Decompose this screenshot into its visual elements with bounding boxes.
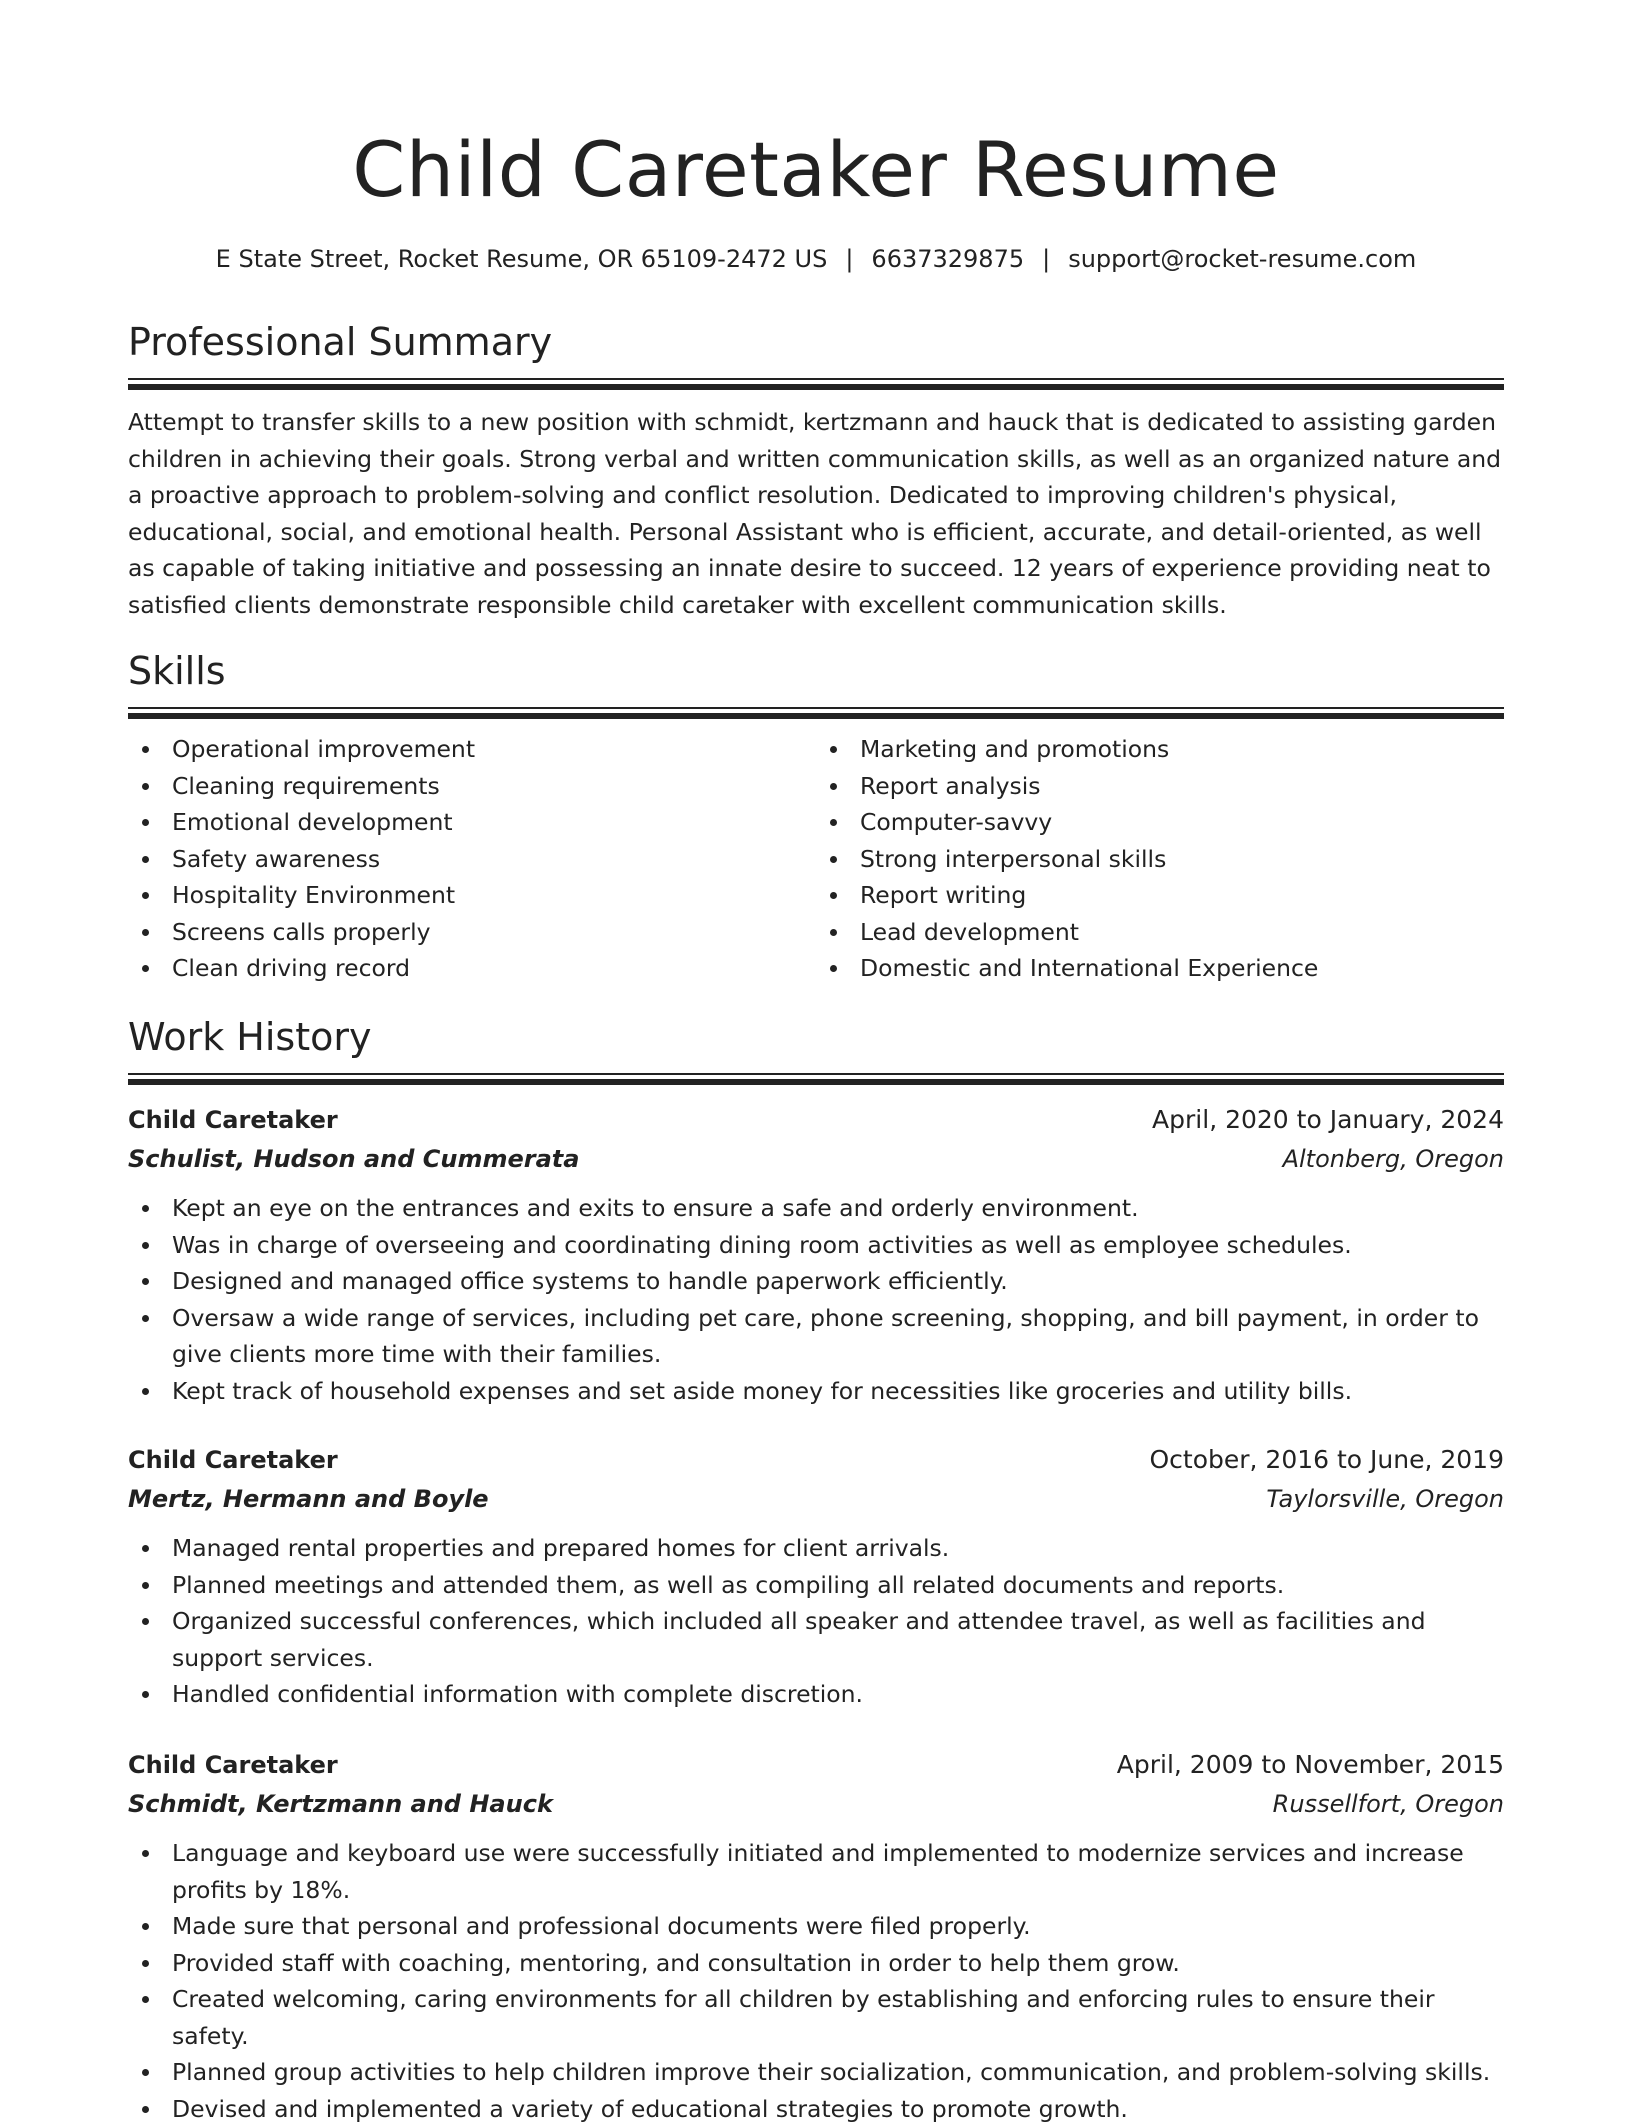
contact-address: E State Street, Rocket Resume, OR 65109-2472 US — [216, 245, 828, 273]
section-heading-work-history: Work History — [128, 1011, 1504, 1063]
job-title: Child Caretaker — [128, 1440, 338, 1480]
skills-grid — [128, 731, 1504, 987]
skill-item: Strong interpersonal skills — [816, 841, 1504, 878]
job-duty-item: Planned group activities to help children improve their socialization, communication, and problem-solving skills. — [128, 2054, 1504, 2091]
section-divider — [128, 707, 1504, 719]
job-title: Child Caretaker — [128, 1745, 338, 1785]
skill-item: Emotional development — [128, 804, 816, 841]
skill-item: Domestic and International Experience — [816, 950, 1504, 987]
job-dates: October, 2016 to June, 2019 — [1149, 1440, 1504, 1480]
contact-email: support@rocket-resume.com — [1068, 245, 1416, 273]
job-subheader — [128, 1140, 1504, 1178]
job-duty-item: Oversaw a wide range of services, including pet care, phone screening, shopping, and bill payment, in order to give clients more time with their families. — [128, 1300, 1504, 1373]
skill-item: Operational improvement — [128, 731, 816, 768]
summary-text: Attempt to transfer skills to a new position with schmidt, kertzmann and hauck that is dedicated to assisting garden children in achieving their goals. Strong verbal and written communication skills, as well as an organized nature and a proactive approach to problem-solving and conflict resolution. Dedicated to improving children's physical, educational, social, and emotional health. Personal Assistant who is efficient, accurate, and detail-oriented, as well as capable of taking initiative and possessing an innate desire to succeed. 12 years of experience providing neat to satisfied clients demonstrate responsible child caretaker with excellent communication skills. — [128, 404, 1504, 623]
job-header — [128, 1100, 1504, 1140]
work-history-section — [128, 1011, 1504, 1085]
job-duty-item: Managed rental properties and prepared homes for client arrivals. — [128, 1530, 1504, 1567]
contact-line — [128, 242, 1504, 276]
job-company: Schulist, Hudson and Cummerata — [128, 1140, 579, 1178]
job-company: Schmidt, Kertzmann and Hauck — [128, 1785, 553, 1823]
contact-separator: | — [845, 242, 853, 276]
skill-item: Lead development — [816, 914, 1504, 951]
job-entry — [128, 1440, 1504, 1713]
skill-item: Report writing — [816, 877, 1504, 914]
job-duty-item: Handled confidential information with complete discretion. — [128, 1676, 1504, 1713]
job-duty-item: Language and keyboard use were successfully initiated and implemented to modernize services and increase profits by 18%. — [128, 1835, 1504, 1908]
job-entry — [128, 1100, 1504, 1409]
job-dates: April, 2009 to November, 2015 — [1117, 1745, 1504, 1785]
skills-section — [128, 645, 1504, 987]
job-location: Taylorsville, Oregon — [1266, 1480, 1504, 1518]
job-duty-item: Provided staff with coaching, mentoring, and consultation in order to help them grow. — [128, 1945, 1504, 1982]
skill-item: Safety awareness — [128, 841, 816, 878]
job-subheader — [128, 1480, 1504, 1518]
skill-item: Screens calls properly — [128, 914, 816, 951]
section-divider — [128, 1073, 1504, 1085]
job-duty-item: Created welcoming, caring environments for all children by establishing and enforcing rules to ensure their safety. — [128, 1981, 1504, 2054]
job-duty-item: Designed and managed office systems to handle paperwork efficiently. — [128, 1263, 1504, 1300]
section-divider — [128, 378, 1504, 390]
job-duty-item: Devised and implemented a variety of educational strategies to promote growth. — [128, 2091, 1504, 2127]
job-duty-item: Planned meetings and attended them, as well as compiling all related documents and reports. — [128, 1567, 1504, 1604]
skill-item: Hospitality Environment — [128, 877, 816, 914]
skill-item: Cleaning requirements — [128, 768, 816, 805]
resume-title: Child Caretaker Resume — [128, 0, 1504, 222]
job-duty-item: Organized successful conferences, which included all speaker and attendee travel, as well as facilities and support services. — [128, 1603, 1504, 1676]
job-duty-item: Made sure that personal and professional documents were filed properly. — [128, 1908, 1504, 1945]
skills-column-right — [816, 731, 1504, 987]
job-duties-list — [128, 1835, 1504, 2127]
job-entry — [128, 1745, 1504, 2127]
job-duty-item: Was in charge of overseeing and coordinating dining room activities as well as employee schedules. — [128, 1227, 1504, 1264]
job-duty-item: Kept track of household expenses and set aside money for necessities like groceries and utility bills. — [128, 1373, 1504, 1410]
contact-separator: | — [1042, 242, 1050, 276]
skill-item: Report analysis — [816, 768, 1504, 805]
job-location: Russellfort, Oregon — [1273, 1785, 1504, 1823]
job-company: Mertz, Hermann and Boyle — [128, 1480, 489, 1518]
job-dates: April, 2020 to January, 2024 — [1152, 1100, 1504, 1140]
section-heading-summary: Professional Summary — [128, 316, 1504, 368]
skill-item: Clean driving record — [128, 950, 816, 987]
job-duties-list — [128, 1530, 1504, 1713]
job-header — [128, 1745, 1504, 1785]
job-title: Child Caretaker — [128, 1100, 338, 1140]
job-header — [128, 1440, 1504, 1480]
job-duties-list — [128, 1190, 1504, 1409]
job-location: Altonberg, Oregon — [1283, 1140, 1504, 1178]
skill-item: Computer-savvy — [816, 804, 1504, 841]
job-duty-item: Kept an eye on the entrances and exits to ensure a safe and orderly environment. — [128, 1190, 1504, 1227]
skill-item: Marketing and promotions — [816, 731, 1504, 768]
section-heading-skills: Skills — [128, 645, 1504, 697]
summary-section — [128, 316, 1504, 623]
job-subheader — [128, 1785, 1504, 1823]
contact-phone: 6637329875 — [871, 245, 1024, 273]
skills-column-left — [128, 731, 816, 987]
